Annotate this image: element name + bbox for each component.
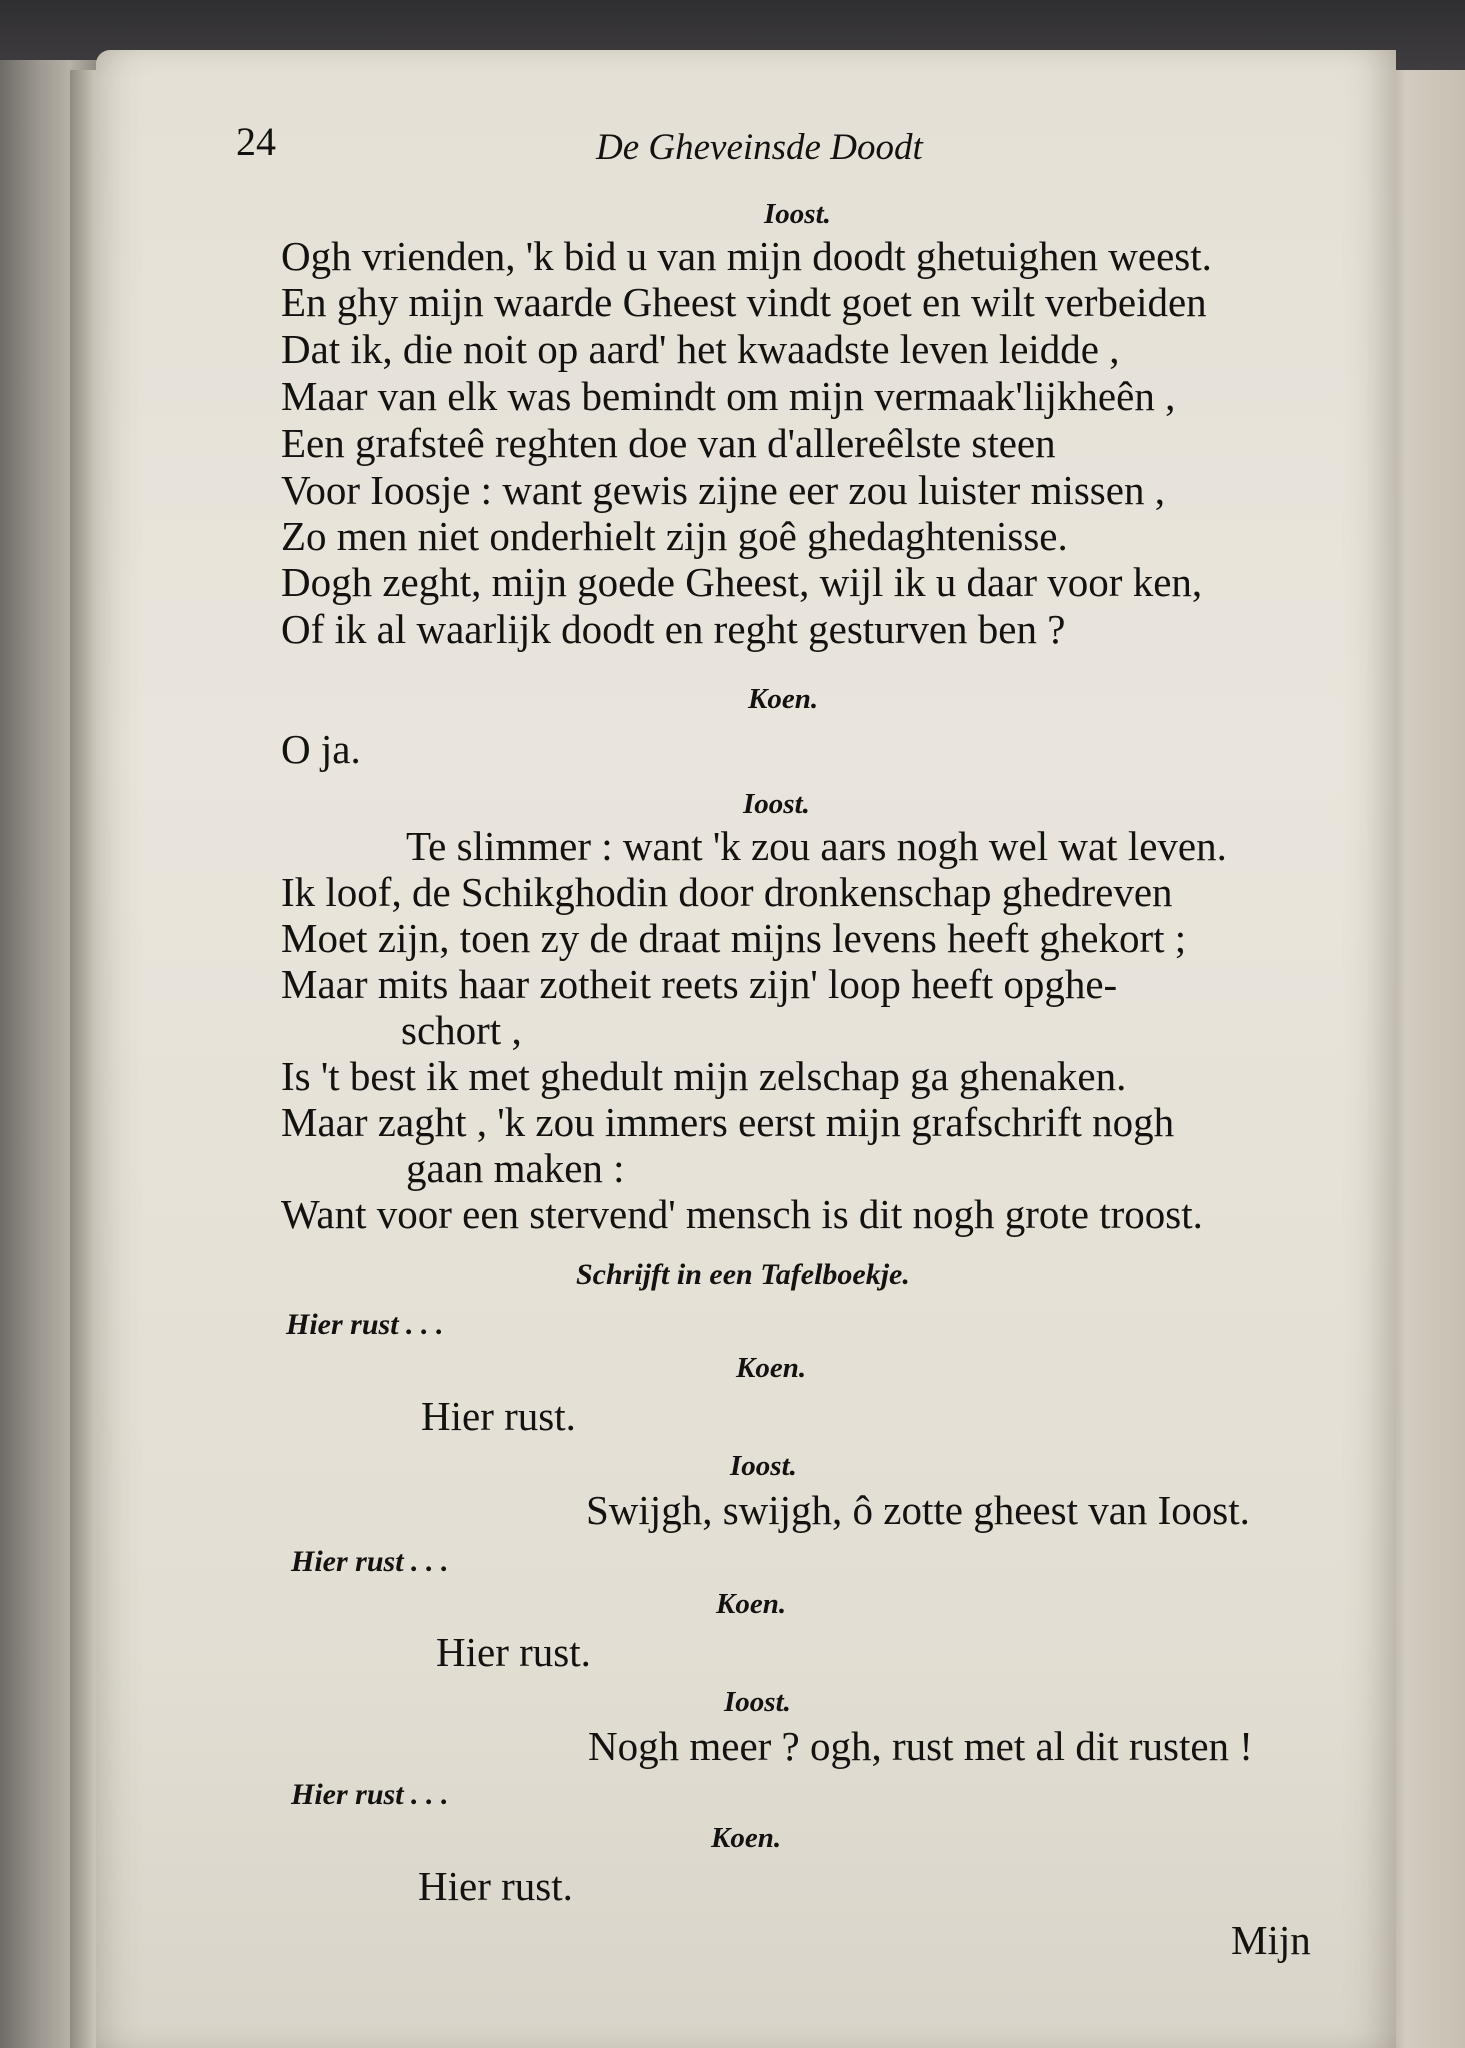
verse-line: Ogh vrienden, 'k bid u van mijn doodt ghetuighen weest. <box>281 233 1212 279</box>
speaker-label: Koen. <box>748 683 819 715</box>
verse-line: Swijgh, swijgh, ô zotte gheest van Ioost. <box>586 1487 1250 1533</box>
stage-line: Hier rust . . . <box>291 1545 449 1578</box>
speaker-label: Koen. <box>716 1588 787 1620</box>
running-title: De Gheveinsde Doodt <box>596 127 923 168</box>
verse-line: Voor Ioosje : want gewis zijne eer zou luister missen , <box>281 467 1165 513</box>
verse-line: schort , <box>401 1007 522 1053</box>
verse-line: Maar van elk was bemindt om mijn vermaak'lijkheên , <box>281 373 1176 419</box>
verse-line: Nogh meer ? ogh, rust met al dit rusten ! <box>588 1723 1253 1769</box>
verse-line: Hier rust. <box>436 1629 591 1675</box>
stage-line: Hier rust . . . <box>286 1308 444 1341</box>
verse-line: Hier rust. <box>421 1393 576 1439</box>
book-page <box>96 50 1396 2048</box>
verse-line: Een grafsteê reghten doe van d'allereêlste steen <box>281 420 1056 466</box>
page-number: 24 <box>236 119 276 164</box>
speaker-label: Ioost. <box>724 1686 791 1718</box>
speaker-label: Ioost. <box>743 788 810 820</box>
verse-line: O ja. <box>281 726 361 772</box>
verse-line: Moet zijn, toen zy de draat mijns levens heeft ghekort ; <box>281 915 1187 961</box>
verse-line: Te slimmer : want 'k zou aars nogh wel wat leven. <box>406 823 1227 869</box>
catchword: Mijn <box>1231 1917 1311 1963</box>
verse-line: Dogh zeght, mijn goede Gheest, wijl ik u daar voor ken, <box>281 559 1203 605</box>
verse-line: En ghy mijn waarde Gheest vindt goet en wilt verbeiden <box>281 279 1207 325</box>
speaker-label: Ioost. <box>764 198 831 230</box>
verse-line: Maar mits haar zotheit reets zijn' loop heeft opghe- <box>281 961 1118 1007</box>
verse-line: Want voor een stervend' mensch is dit nogh grote troost. <box>281 1191 1203 1237</box>
speaker-label: Koen. <box>736 1352 807 1384</box>
stage-direction: Schrijft in een Tafelboekje. <box>576 1258 910 1291</box>
stage-line: Hier rust . . . <box>291 1778 449 1811</box>
verse-line: Is 't best ik met ghedult mijn zelschap ga ghenaken. <box>281 1053 1127 1099</box>
speaker-label: Ioost. <box>730 1450 797 1482</box>
verse-line: gaan maken : <box>406 1145 625 1191</box>
verse-line: Ik loof, de Schikghodin door dronkenschap ghedreven <box>281 869 1173 915</box>
verse-line: Of ik al waarlijk doodt en reght gesturven ben ? <box>281 606 1066 652</box>
verse-line: Dat ik, die noit op aard' het kwaadste leven leidde , <box>281 326 1120 372</box>
speaker-label: Koen. <box>711 1822 782 1854</box>
verse-line: Zo men niet onderhielt zijn goê ghedaghtenisse. <box>281 513 1068 559</box>
verse-line: Maar zaght , 'k zou immers eerst mijn grafschrift nogh <box>281 1099 1175 1145</box>
verse-line: Hier rust. <box>418 1863 573 1909</box>
